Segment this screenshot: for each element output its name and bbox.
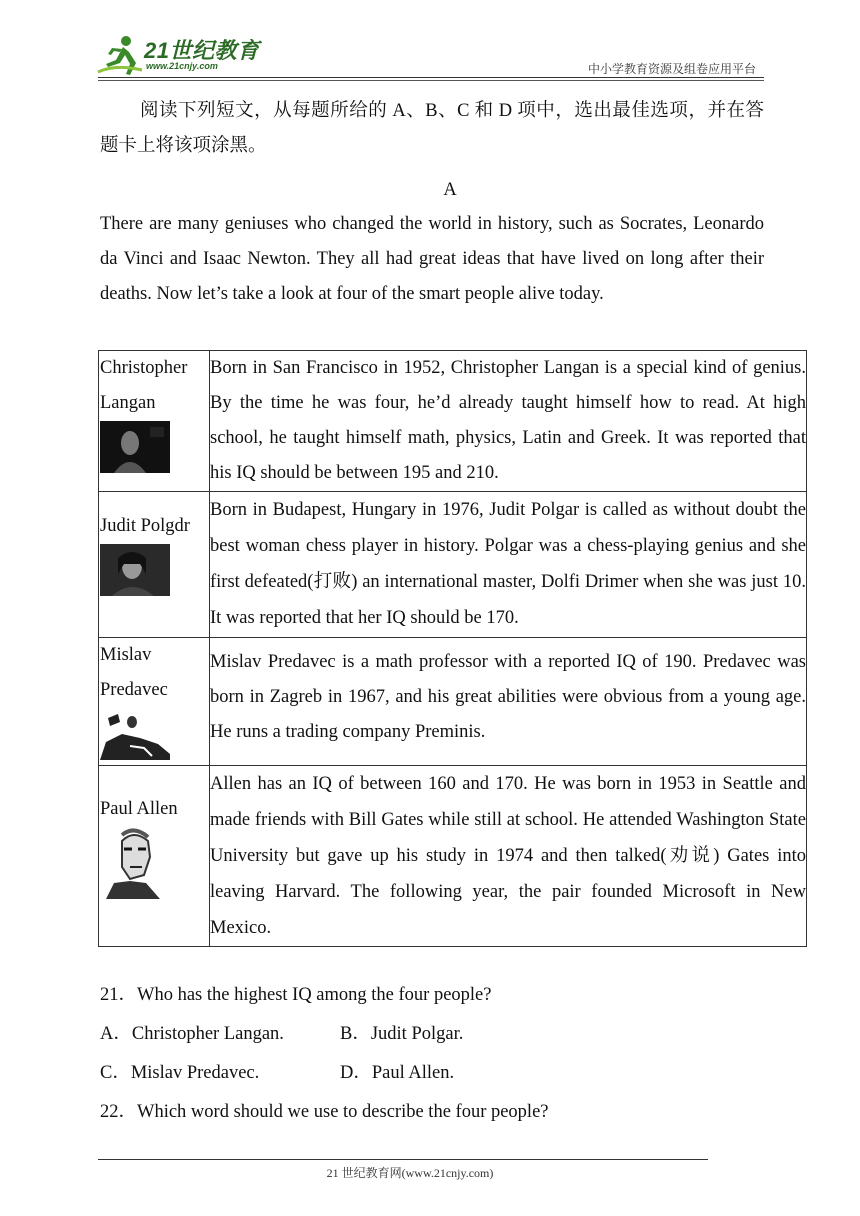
portrait-photo [100, 421, 170, 473]
person-description: Born in Budapest, Hungary in 1976, Judit Polgar is called as without doubt the best woman chess player in history. Polgar was a chess-playing genius and she first defeated(打败) an international master, Dolfi Drimer when she was just 10. It was reported that her IQ should be 170. [210, 492, 807, 638]
table-row [99, 351, 807, 492]
question-22: 22．Which word should we use to describe the four people? [100, 1102, 549, 1122]
portrait-photo [100, 827, 170, 899]
site-logo [96, 34, 266, 78]
table-row [99, 492, 807, 638]
person-cell [99, 351, 210, 492]
portrait-photo [100, 708, 170, 760]
header-divider [98, 77, 764, 78]
logo-url: www.21cnjy.com [146, 61, 218, 71]
platform-name: 中小学教育资源及组卷应用平台 [587, 62, 756, 76]
person-name: Christopher Langan [100, 358, 188, 413]
person-name: Paul Allen [100, 799, 178, 819]
table-row [99, 638, 807, 766]
person-name: Mislav Predavec [100, 645, 168, 700]
footer-divider [98, 1159, 708, 1160]
runner-logo-icon [96, 34, 144, 78]
logo-text: 21世纪教育 [144, 38, 260, 63]
section-label: A [443, 180, 457, 200]
person-name: Judit Polgdr [100, 516, 190, 536]
page-footer [0, 1164, 860, 1181]
table-row [99, 766, 807, 947]
question-21: 21．Who has the highest IQ among the four people? [100, 985, 492, 1005]
person-cell [99, 766, 210, 947]
option-b[interactable]: B．Judit Polgar. [340, 1024, 464, 1044]
instruction-text: 阅读下列短文，从每题所给的 A、B、C 和 D 项中，选出最佳选项，并在答题卡上将该项涂黑。 [100, 101, 764, 156]
page-header [0, 0, 860, 90]
header-divider-thin [98, 80, 764, 81]
option-a[interactable]: A．Christopher Langan. [100, 1024, 284, 1044]
option-c[interactable]: C．Mislav Predavec. [100, 1063, 260, 1083]
person-description: Born in San Francisco in 1952, Christopher Langan is a special kind of genius. By the time he was four, he’d already taught himself how to read. At high school, he taught himself math, physics, Latin and Greek. It was reported that his IQ should be between 195 and 210. [210, 351, 807, 492]
person-cell [99, 492, 210, 638]
footer-text: 21 世纪教育网(www.21cnjy.com) [326, 1166, 494, 1180]
person-cell [99, 638, 210, 766]
option-d[interactable]: D．Paul Allen. [340, 1063, 455, 1083]
person-description: Allen has an IQ of between 160 and 170. He was born in 1953 in Seattle and made friends with Bill Gates while still at school. He attended Washington State University but gave up his study in 1974 and then talked(劝说) Gates into leaving Harvard. The following year, the pair founded Microsoft in New Mexico. [210, 766, 807, 947]
people-table [98, 350, 807, 947]
intro-paragraph: There are many geniuses who changed the world in history, such as Socrates, Leonardo da Vinci and Isaac Newton. They all had great ideas that have lived on long after their deaths. Now let’s take a look at four of the smart people alive today. [100, 214, 764, 304]
person-description: Mislav Predavec is a math professor with a reported IQ of 190. Predavec was born in Zagreb in 1967, and his great abilities were obvious from a young age. He runs a trading company Preminis. [210, 638, 807, 766]
portrait-photo [100, 544, 170, 596]
